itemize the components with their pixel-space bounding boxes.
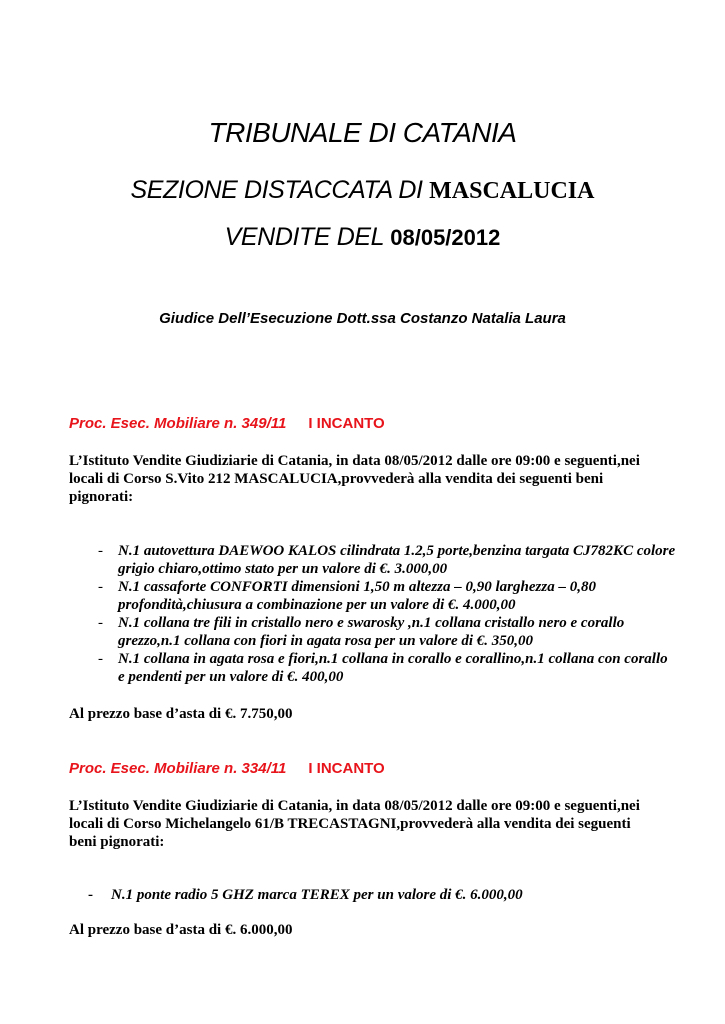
dash-bullet: - <box>98 615 103 631</box>
procedure-intro: L’Istituto Vendite Giudiziarie di Catania, in data 08/05/2012 dalle ore 09:00 e seguenti,nei locali di Corso S.Vito 212 MASCALUCIA,provvederà alla vendita dei seguenti beni pignorati: <box>69 453 640 505</box>
section-place: MASCALUCIA <box>429 178 595 204</box>
section-title <box>0 176 725 205</box>
procedure-intro: L’Istituto Vendite Giudiziarie di Catania, in data 08/05/2012 dalle ore 09:00 e seguenti,nei locali di Corso Michelangelo 61/B TRECASTAGNI,provvederà alla vendita dei seguenti beni pignorati: <box>69 798 640 850</box>
base-price: Al prezzo base d’asta di €. 6.000,00 <box>69 922 293 938</box>
list-item <box>91 650 676 686</box>
goods-list <box>88 886 676 904</box>
list-item <box>91 542 676 578</box>
item-text: N.1 autovettura DAEWOO KALOS cilindrata 1.2,5 porte,benzina targata CJ782KC colore grigio chiaro,ottimo stato per un valore di €. 3.000,00 <box>118 543 676 577</box>
goods-list <box>91 542 676 686</box>
item-text: N.1 collana tre fili in cristallo nero e swarosky ,n.1 collana cristallo nero e corallo grezzo,n.1 collana con fiori in agata rosa per un valore di €. 350,00 <box>118 615 625 649</box>
item-text: N.1 cassaforte CONFORTI dimensioni 1,50 m altezza – 0,90 larghezza – 0,80 profondità,chiusura a combinazione per un valore di €. 4.000,00 <box>118 579 596 613</box>
sales-title <box>0 223 725 252</box>
section-prefix: SEZIONE DISTACCATA DI <box>130 176 430 204</box>
sales-prefix: VENDITE DEL <box>224 223 391 251</box>
list-item <box>91 578 676 614</box>
procedure-heading-349 <box>69 415 385 432</box>
dash-bullet: - <box>98 579 103 595</box>
auction-label: I INCANTO <box>308 415 385 432</box>
dash-bullet: - <box>98 543 103 559</box>
list-item <box>88 886 676 904</box>
item-text: N.1 ponte radio 5 GHZ marca TEREX per un valore di €. 6.000,00 <box>111 887 523 903</box>
dash-bullet: - <box>88 887 93 903</box>
judge-line: Giudice Dell’Esecuzione Dott.ssa Costanzo Natalia Laura <box>159 310 566 327</box>
base-price: Al prezzo base d’asta di €. 7.750,00 <box>69 706 293 722</box>
court-title: TRIBUNALE DI CATANIA <box>208 117 517 148</box>
procedure-heading-334 <box>69 760 385 777</box>
auction-label: I INCANTO <box>308 760 385 777</box>
dash-bullet: - <box>98 651 103 667</box>
sales-date: 08/05/2012 <box>390 225 501 250</box>
procedure-number: Proc. Esec. Mobiliare n. 349/11 <box>69 415 287 432</box>
list-item <box>91 614 676 650</box>
procedure-number: Proc. Esec. Mobiliare n. 334/11 <box>69 760 287 777</box>
item-text: N.1 collana in agata rosa e fiori,n.1 collana in corallo e corallino,n.1 collana con corallo e pendenti per un valore di €. 400,00 <box>118 651 668 685</box>
